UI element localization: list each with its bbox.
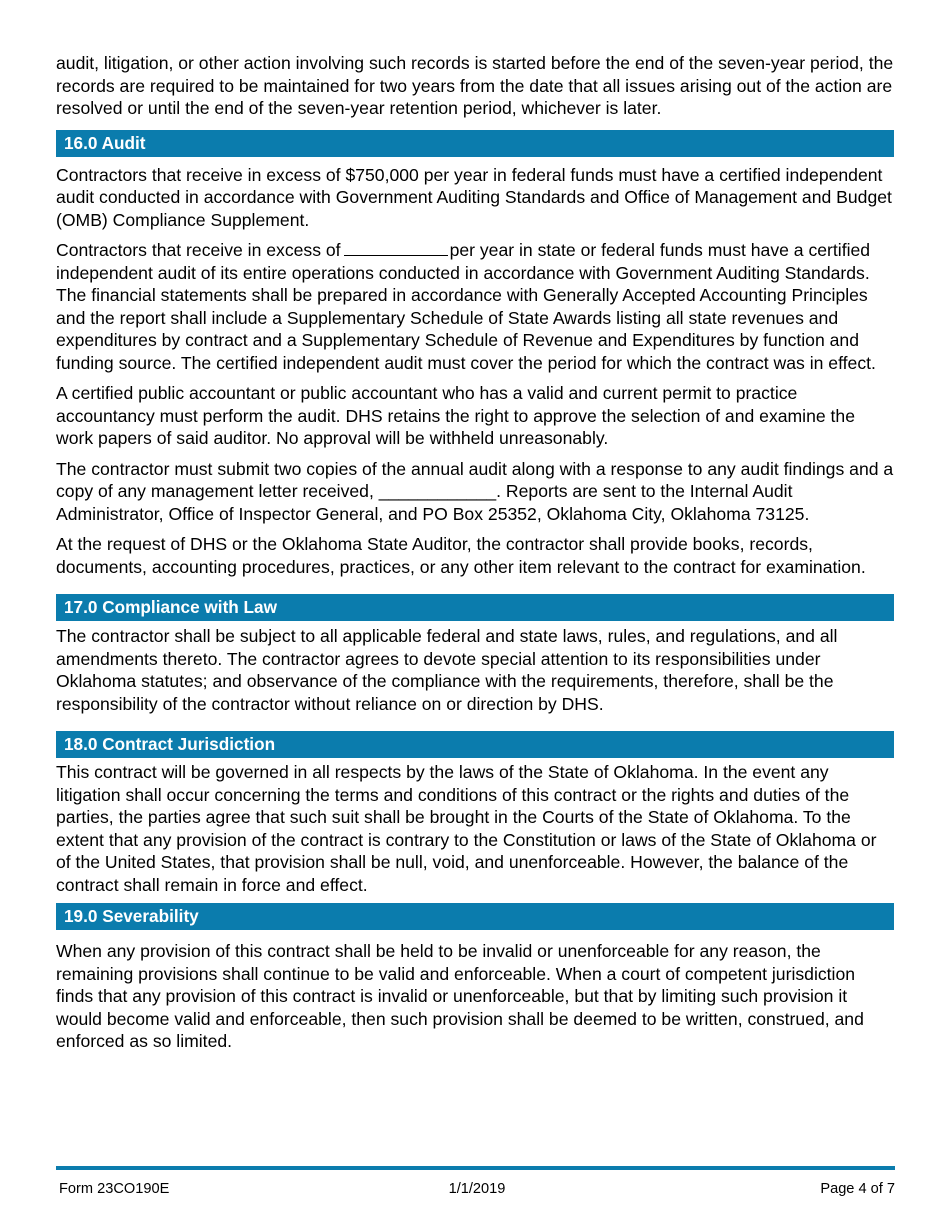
severability-paragraph: When any provision of this contract shall be held to be invalid or unenforceable for any reason, the remaining provisions shall continue to be valid and enforceable. When a court of competent jurisdiction finds that any provision of this contract is invalid or unenforceable, but that by limiting such provision it would become valid and enforceable, then such provision shall be deemed to be written, construed, and enforced as so limited. [56,941,864,1051]
audit-paragraph-5: At the request of DHS or the Oklahoma State Auditor, the contractor shall provide books, records, documents, accounting procedures, practices, or any other item relevant to the contract for examination. [56,534,866,577]
section-heading-severability: 19.0 Severability [56,903,894,930]
footer-form-number: Form 23CO190E [59,1181,170,1197]
audit-paragraph-2 [56,239,894,374]
intro-paragraph: audit, litigation, or other action involving such records is started before the end of the seven-year period, the records are required to be maintained for two years from the date that all issues arising out of the action are resolved or until the end of the seven-year retention period, whichever is later. [56,53,894,118]
audit-paragraph-2-end: per year in state or federal funds must have a certified independent audit of its entire operations conducted in accordance with Government Auditing Standards. The financial statements shall be prepared in accordance with Generally Accepted Accounting Principles and the report shall include a Supplementary Schedule of State Awards listing all state revenues and expenditures by contract and a Supplementary Schedule of Revenue and Expenditures by function and funding source. The certified independent audit must cover the period for which the contract was in effect. [56,240,876,373]
footer-rule [56,1166,895,1170]
section-heading-jurisdiction: 18.0 Contract Jurisdiction [56,731,894,758]
audit-paragraph-4: The contractor must submit two copies of the annual audit along with a response to any audit findings and a copy of any management letter received, ____________. Reports are sent to the Internal Audit Administrator, Office of Inspector General, and PO Box 25352, Oklahoma City, Oklahoma 73125. [56,458,894,524]
audit-paragraph-2-start: Contractors that receive in excess of [56,240,341,260]
footer-date: 1/1/2019 [448,1181,506,1197]
jurisdiction-paragraph: This contract will be governed in all respects by the laws of the State of Oklahoma. In the event any litigation shall occur concerning the terms and conditions of this contract or the rights and duties of the parties, the parties agree that such suit shall be brought in the Courts of the State of Oklahoma. To the extent that any provision of the contract is contrary to the Constitution or laws of the State of Oklahoma or of the United States, that provision shall be null, void, and unenforceable. However, the balance of the contract shall remain in force and effect. [56,762,877,895]
section-heading-compliance: 17.0 Compliance with Law [56,594,894,621]
amount-blank-line [344,240,448,256]
section-heading-audit: 16.0 Audit [56,130,894,157]
footer-page-number: Page 4 of 7 [820,1181,895,1197]
document-page [56,52,894,1053]
compliance-paragraph: The contractor shall be subject to all applicable federal and state laws, rules, and regulations, and all amendments thereto. The contractor agrees to devote special attention to its responsibilities under Oklahoma statutes; and observance of the compliance with the requirements, therefore, shall be the responsibility of the contractor without reliance on or direction by DHS. [56,626,838,714]
audit-paragraph-1: Contractors that receive in excess of $750,000 per year in federal funds must have a certified independent audit conducted in accordance with Government Auditing Standards and Office of Management and Budget (OMB) Compliance Supplement. [56,164,892,230]
audit-paragraph-3: A certified public accountant or public accountant who has a valid and current permit to practice accountancy must perform the audit. DHS retains the right to approve the selection of and examine the work papers of said auditor. No approval will be withheld unreasonably. [56,383,856,448]
